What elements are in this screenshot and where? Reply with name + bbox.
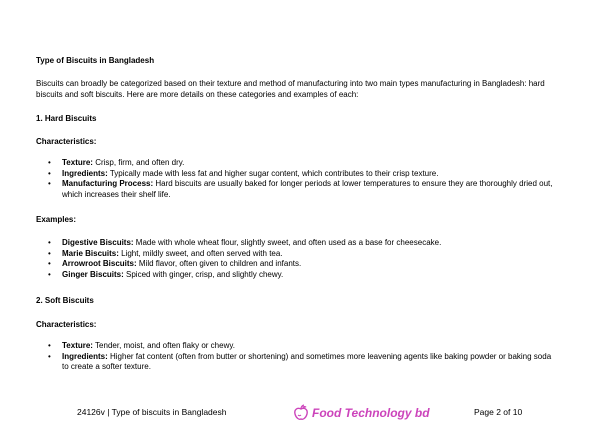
list-item <box>36 169 556 180</box>
item-text: Spiced with ginger, crisp, and slightly chewy. <box>123 269 284 279</box>
item-text: Hard biscuits are usually baked for longer periods at lower temperatures to ensure they are thoroughly dried out, which increases their shelf life. <box>62 179 553 199</box>
list-item <box>36 352 556 373</box>
item-term: Manufacturing Process: <box>62 179 154 188</box>
item-term: Texture: <box>62 158 93 167</box>
page-number: Page 2 of 10 <box>474 407 523 417</box>
hard-examples-list <box>36 238 556 280</box>
item-text: Light, mildly sweet, and often served with tea. <box>118 248 283 258</box>
item-term: Arrowroot Biscuits: <box>62 259 137 268</box>
intro-paragraph: Biscuits can broadly be categorized based on their texture and method of manufacturing into two main types manufacturing in Bangladesh: hard biscuits and soft biscuits. Here are more details on these categories and examples of each: <box>36 79 545 99</box>
list-item <box>36 341 556 352</box>
hard-characteristics-heading: Characteristics: <box>36 137 97 146</box>
hard-biscuits-heading: 1. Hard Biscuits <box>36 114 97 123</box>
item-text: Higher fat content (often from butter or shortening) and sometimes more leavening agents like baking powder or baking soda to create a softer texture. <box>62 351 552 371</box>
item-term: Marie Biscuits: <box>62 248 119 258</box>
page-footer <box>0 404 592 424</box>
item-term: Ginger Biscuits: <box>62 269 124 279</box>
list-item <box>36 249 556 260</box>
item-term: Ingredients: <box>62 168 108 178</box>
document-title: Type of Biscuits in Bangladesh <box>36 56 155 65</box>
logo-text: Food Technology bd <box>312 405 430 420</box>
item-text: Tender, moist, and often flaky or chewy. <box>92 341 235 350</box>
footer-doc-label: 24126v | Type of biscuits in Bangladesh <box>77 407 227 417</box>
list-item <box>36 179 556 200</box>
soft-biscuits-heading: 2. Soft Biscuits <box>36 296 94 305</box>
food-technology-logo[interactable] <box>292 404 430 422</box>
item-term: Texture: <box>62 341 93 350</box>
hard-characteristics-list <box>36 158 556 200</box>
item-text: Crisp, firm, and often dry. <box>92 158 185 167</box>
list-item <box>36 259 556 270</box>
item-term: Ingredients: <box>62 351 108 361</box>
soft-characteristics-heading: Characteristics: <box>36 320 97 329</box>
list-item <box>36 158 556 169</box>
item-term: Digestive Biscuits: <box>62 238 134 247</box>
item-text: Typically made with less fat and higher sugar content, which contributes to their crisp texture. <box>107 168 439 178</box>
item-text: Mild flavor, often given to children and infants. <box>136 259 302 268</box>
list-item <box>36 270 556 281</box>
list-item <box>36 238 556 249</box>
apple-leaf-icon <box>292 404 310 422</box>
item-text: Made with whole wheat flour, slightly sweet, and often used as a base for cheesecake. <box>133 238 442 247</box>
soft-characteristics-list <box>36 341 556 373</box>
hard-examples-heading: Examples: <box>36 215 77 224</box>
